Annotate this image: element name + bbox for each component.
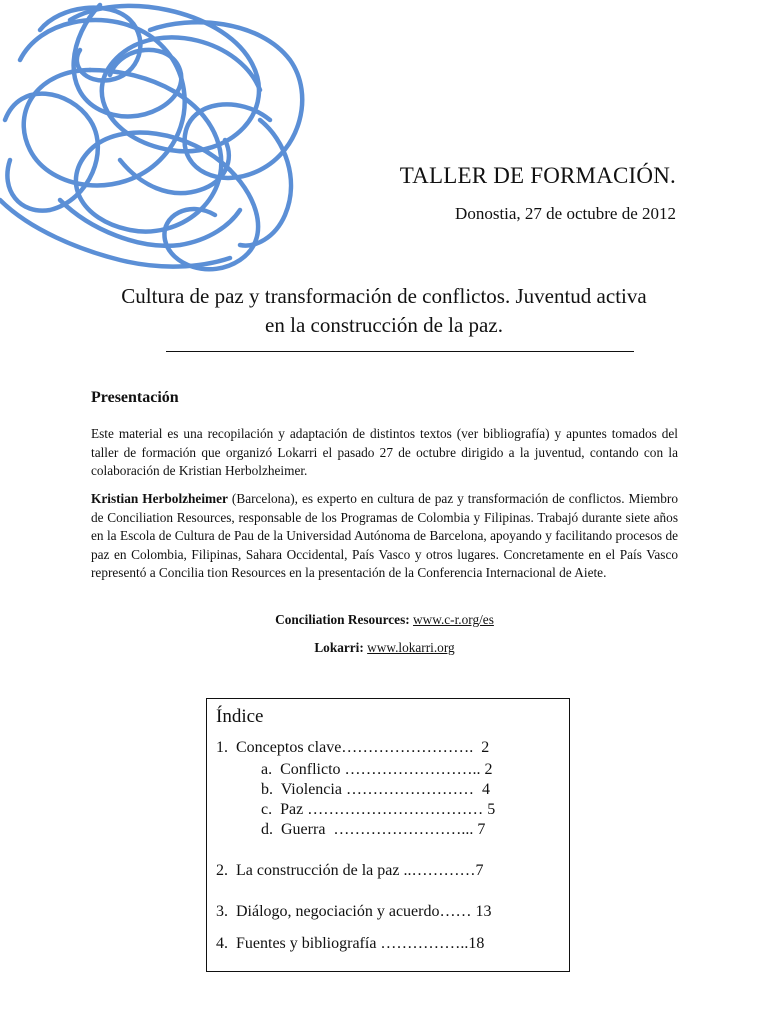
index-subitem: d. Guerra ……………………... 7 — [261, 821, 486, 838]
index-box — [206, 698, 570, 972]
index-item: 2. La construcción de la paz ..…………7 — [216, 862, 484, 879]
link-label-lokarri: Lokarri: — [314, 640, 364, 655]
document-date: Donostia, 27 de octubre de 2012 — [455, 204, 676, 223]
blue-scribble-logo — [0, 0, 330, 280]
index-item: 1. Conceptos clave……………………. 2 — [216, 739, 490, 756]
document-title: TALLER DE FORMACIÓN. — [399, 163, 676, 188]
index-subitem: a. Conflicto …………………….. 2 — [261, 761, 493, 778]
subtitle-line-1: Cultura de paz y transformación de conflictos. Juventud activa — [121, 284, 647, 308]
index-title: Índice — [216, 706, 264, 727]
link-lokarri[interactable]: www.lokarri.org — [367, 640, 455, 655]
presentation-heading: Presentación — [91, 389, 179, 406]
index-subitem: c. Paz …………………………… 5 — [261, 801, 496, 818]
index-item: 3. Diálogo, negociación y acuerdo…… 13 — [216, 903, 492, 920]
link-label-conciliation: Conciliation Resources: — [275, 612, 410, 627]
speaker-name: Kristian Herbolzheimer — [91, 491, 228, 506]
presentation-paragraph-1: Este material es una recopilación y adaptación de distintos textos (ver bibliografía) y apuntes tomados del taller de formación que organizó Lokarri el pasado 27 de octubre dirigido a la juventud, contando con la colaboración de Kristian Herbolzheimer. — [91, 426, 678, 479]
index-item: 4. Fuentes y bibliografía ……………..18 — [216, 935, 485, 952]
link-conciliation-resources[interactable]: www.c-r.org/es — [413, 612, 494, 627]
speaker-bio: (Barcelona), es experto en cultura de paz y transformación de conflictos. Miembro de Conciliation Resources, responsable de los Programas de Colombia y Filipinas. Trabajó durante siete años en la Escola de Cultura de Pau de la Universidad Autónoma de Barcelona, apoyando y facilitando procesos de paz en Colombia, Filipinas, Sahara Occidental, País Vasco y otros lugares. Concretamente en el País Vasco representó a Concilia tion Resources en la presentación de la Conferencia Internacional de Aiete. — [91, 491, 678, 581]
link-line-lokarri — [91, 640, 678, 656]
index-subitem: b. Violencia …………………… 4 — [261, 781, 490, 798]
presentation-paragraph-2 — [91, 490, 678, 583]
subtitle-line-2: en la construcción de la paz. — [265, 313, 503, 337]
link-line-conciliation — [91, 612, 678, 628]
subtitle-divider — [166, 351, 634, 352]
document-subtitle — [60, 282, 708, 340]
